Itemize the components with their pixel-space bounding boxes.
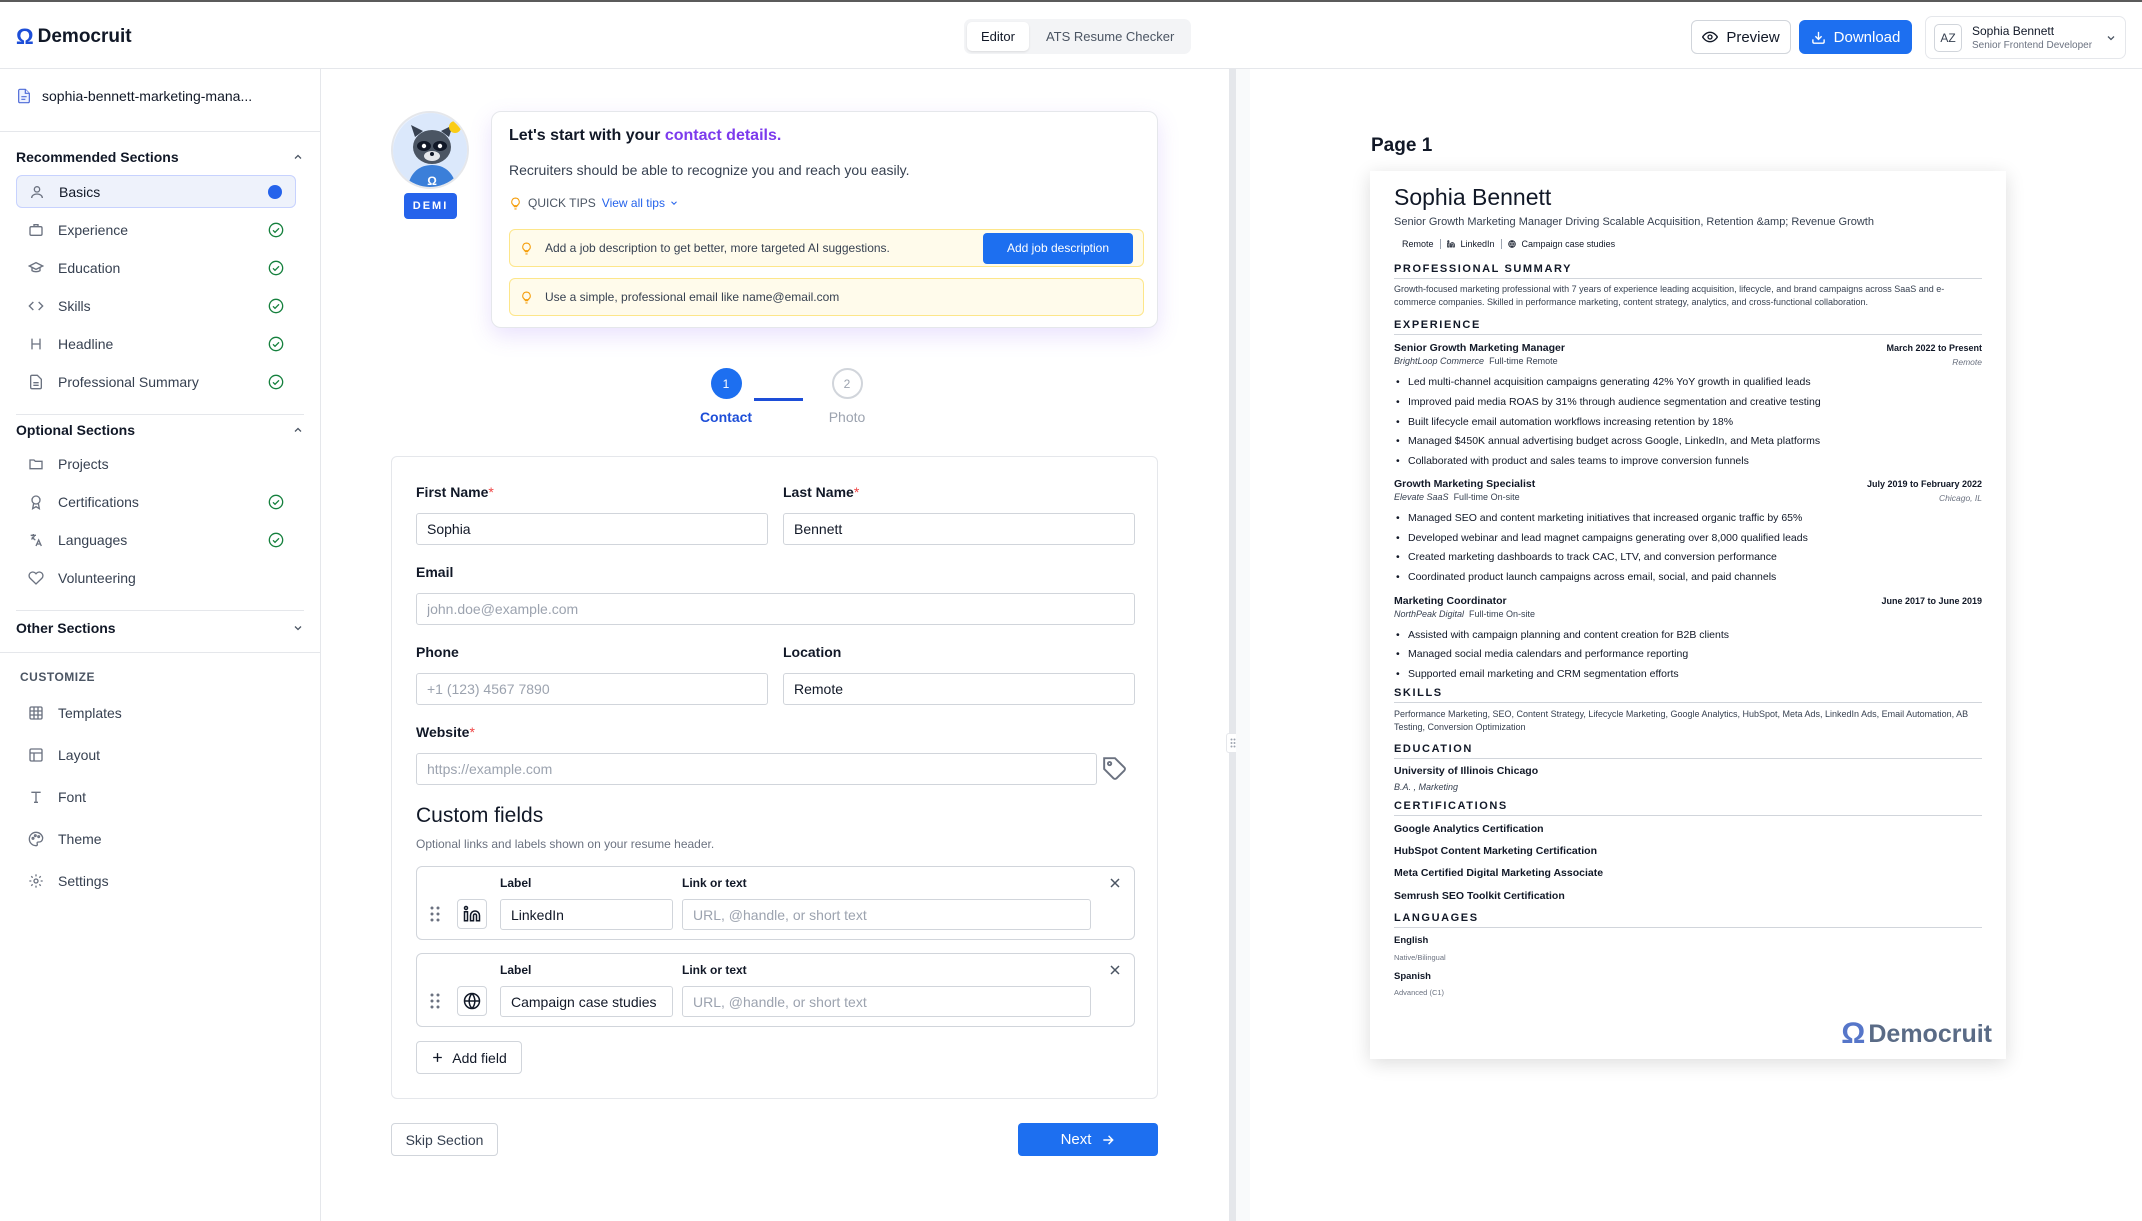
chevron-down-icon [292, 622, 304, 634]
resume-job-dates: July 2019 to February 2022 [1866, 479, 1982, 489]
skip-section-button[interactable]: Skip Section [391, 1123, 498, 1156]
last-name-label [783, 484, 859, 500]
document-icon [28, 374, 44, 390]
company-name: BrightLoop Commerce [1394, 356, 1485, 366]
code-icon [28, 298, 44, 314]
next-button[interactable] [1018, 1123, 1158, 1156]
briefcase-icon [28, 222, 44, 238]
custom-field-label-input[interactable] [500, 986, 673, 1017]
resume-certification: Semrush SEO Toolkit Certification [1394, 890, 1565, 902]
step-contact[interactable] [691, 368, 761, 425]
resume-language: English [1394, 935, 1429, 946]
tip-text: Use a simple, professional email like name@email.com [545, 290, 840, 304]
svg-text:Ω: Ω [427, 174, 437, 188]
sidebar-item-label: Theme [58, 830, 102, 847]
resume-bullet: • Improved paid media ROAS by 31% through audience segmentation and creative testing [1408, 396, 1821, 408]
divider [16, 414, 304, 415]
step-label: Photo [828, 409, 866, 425]
view-all-tips-label: View all tips [601, 196, 665, 210]
sidebar-item-templates[interactable] [16, 696, 296, 729]
sidebar-item-languages[interactable] [16, 523, 296, 556]
custom-field-value-input[interactable] [682, 986, 1091, 1017]
sidebar-item-label: Headline [58, 335, 114, 352]
resume-certification: Meta Certified Digital Marketing Associate [1394, 867, 1604, 879]
preview-label: Preview [1726, 28, 1780, 46]
resume-language-level: Native/Bilingual [1394, 953, 1446, 962]
sidebar-item-label: Professional Summary [58, 373, 199, 390]
user-menu[interactable] [1925, 16, 2126, 59]
resume-job-company [1394, 356, 1558, 366]
close-icon[interactable] [1107, 875, 1123, 891]
customize-title: CUSTOMIZE [20, 670, 95, 684]
sidebar-item-label: Templates [58, 704, 122, 721]
file-name-row[interactable] [16, 87, 252, 105]
resume-certification: Google Analytics Certification [1394, 823, 1544, 835]
resume-preview-panel [1236, 69, 2142, 1221]
sidebar-item-label: Skills [58, 297, 91, 314]
separator [1440, 239, 1441, 249]
editor-panel [321, 69, 1229, 1221]
optional-sections-title: Optional Sections [16, 422, 136, 438]
divider [0, 652, 321, 653]
omega-logo-icon: Ω [1841, 1017, 1866, 1050]
lightbulb-icon [509, 197, 522, 210]
tip-title-accent: contact details. [664, 127, 782, 144]
tip-row-job-description [509, 229, 1144, 267]
resume-language-level: Advanced (C1) [1394, 988, 1445, 997]
resume-bullet: • Supported email marketing and CRM segmentation efforts [1408, 668, 1679, 680]
resume-contact-website: Campaign case studies [1521, 239, 1616, 249]
resume-section-title: EDUCATION [1394, 743, 1982, 759]
resume-section-title: EXPERIENCE [1394, 319, 1982, 335]
file-name: sophia-bennett-marketing-mana... [42, 88, 253, 104]
drag-handle-icon[interactable] [429, 905, 441, 923]
custom-field-icon-picker[interactable] [457, 986, 487, 1016]
folder-icon [28, 456, 44, 472]
resume-page [1370, 171, 2006, 1059]
resume-job-location: Chicago, IL [1939, 493, 1982, 503]
download-icon [1811, 30, 1826, 45]
resume-bullet: • Coordinated product launch campaigns across email, social, and paid channels [1408, 571, 1776, 583]
sidebar-item-label: Certifications [58, 493, 139, 510]
next-label: Next [1060, 1131, 1092, 1148]
resume-contact-row [1402, 239, 1615, 249]
sidebar-item-certifications[interactable] [16, 485, 296, 518]
check-circle-icon [268, 298, 284, 314]
sidebar-item-experience[interactable] [16, 213, 296, 246]
recommended-sections-header[interactable] [16, 149, 304, 165]
check-circle-icon [268, 494, 284, 510]
check-circle-icon [268, 222, 284, 238]
resume-job-company [1394, 492, 1520, 502]
resume-bullet: • Led multi-channel acquisition campaigns generating 42% YoY growth in qualified leads [1408, 376, 1811, 388]
globe-icon [1508, 240, 1516, 248]
last-name-label-text: Last Name [783, 484, 854, 500]
sidebar-item-label: Layout [58, 746, 101, 763]
add-field-button[interactable] [416, 1041, 522, 1074]
stepper [691, 368, 866, 428]
resume-section-title: CERTIFICATIONS [1394, 800, 1982, 816]
custom-value-header: Link or text [682, 963, 747, 977]
preview-canvas [1250, 69, 2142, 1221]
custom-fields-title: Custom fields [416, 804, 544, 827]
company-name: Elevate SaaS [1394, 492, 1449, 502]
recommended-sections-title: Recommended Sections [16, 149, 179, 165]
panel-resizer[interactable] [1229, 69, 1236, 1221]
sidebar-item-label: Experience [58, 221, 129, 238]
divider [16, 610, 304, 611]
resume-certification: HubSpot Content Marketing Certification [1394, 845, 1597, 857]
lightbulb-icon [520, 242, 533, 255]
tip-title [509, 127, 781, 145]
resume-bullet: • Managed $450K annual advertising budget across Google, LinkedIn, and Meta platforms [1408, 435, 1820, 447]
resume-bullet: • Created marketing dashboards to track CAC, LTV, and conversion performance [1408, 551, 1777, 563]
heading-icon [28, 336, 44, 352]
preview-button[interactable] [1691, 20, 1791, 54]
gear-icon [28, 873, 44, 889]
step-number: 1 [711, 368, 742, 399]
resume-school: University of Illinois Chicago [1394, 765, 1539, 777]
custom-field-row [416, 866, 1135, 940]
linkedin-icon [463, 905, 481, 923]
app-name: Democruit [37, 26, 132, 47]
grid-icon [28, 705, 44, 721]
mascot-name-badge: DEMI [404, 193, 457, 219]
tab-editor[interactable]: Editor [967, 22, 1029, 51]
custom-label-header: Label [500, 963, 532, 977]
separator [1501, 239, 1502, 249]
resume-job-role: Senior Growth Marketing Manager [1394, 342, 1565, 354]
other-sections-header[interactable] [16, 620, 304, 636]
arrow-right-icon [1101, 1133, 1115, 1147]
view-all-tips-link[interactable] [602, 196, 679, 210]
required-marker: * [853, 484, 860, 500]
sidebar [0, 69, 321, 1221]
custom-fields-subtitle: Optional links and labels shown on your resume header. [416, 837, 715, 851]
layout-icon [28, 747, 44, 763]
heart-icon [28, 570, 44, 586]
resume-job-role: Growth Marketing Specialist [1394, 478, 1536, 490]
sidebar-item-headline[interactable] [16, 327, 296, 360]
step-label: Contact [699, 409, 753, 425]
resume-headline: Senior Growth Marketing Manager Driving Scalable Acquisition, Retention &amp; Revenue Growth [1394, 216, 1874, 228]
required-marker: * [488, 484, 494, 500]
sidebar-item-label: Settings [58, 872, 109, 889]
graduation-cap-icon [28, 260, 44, 276]
check-circle-icon [268, 374, 284, 390]
avatar: AZ [1934, 24, 1962, 52]
sidebar-item-settings[interactable] [16, 864, 296, 897]
company-name: NorthPeak Digital [1394, 609, 1465, 619]
tip-title-prefix: Let's start with your [509, 127, 665, 144]
first-name-input[interactable] [416, 513, 768, 545]
sidebar-item-theme[interactable] [16, 822, 296, 855]
lightbulb-icon [520, 291, 533, 304]
resume-bullet: • Collaborated with product and sales teams to improve conversion funnels [1408, 455, 1749, 467]
resume-degree: B.A. , Marketing [1394, 782, 1459, 792]
award-icon [28, 494, 44, 510]
sidebar-item-label: Volunteering [58, 569, 136, 586]
sidebar-item-layout[interactable] [16, 738, 296, 771]
file-icon [16, 87, 32, 105]
required-marker: * [469, 724, 475, 740]
website-label-text: Website [416, 724, 470, 740]
check-circle-icon [268, 336, 284, 352]
resume-summary: Growth-focused marketing professional with 7 years of experience leading acquisition, lifecycle, and brand campaigns across SaaS and e-commerce companies. Skilled in performance marketing, content strategy, analytics, and cross-functional collaboration. [1394, 284, 1945, 307]
download-button[interactable] [1799, 20, 1912, 54]
raccoon-mascot-icon [393, 113, 469, 189]
resume-section-title: PROFESSIONAL SUMMARY [1394, 263, 1982, 279]
active-dot-icon [267, 184, 283, 200]
app-logo[interactable] [16, 24, 132, 50]
mascot-avatar [391, 111, 469, 189]
sidebar-item-professional-summary[interactable] [16, 365, 296, 398]
first-name-label-text: First Name [416, 484, 489, 500]
website-label [416, 724, 475, 740]
sidebar-item-label: Projects [58, 455, 109, 472]
resume-bullet: • Assisted with campaign planning and content creation for B2B clients [1408, 629, 1729, 641]
divider [0, 131, 321, 132]
resume-job-dates: March 2022 to Present [1886, 343, 1982, 353]
resume-language: Spanish [1394, 971, 1431, 982]
custom-field-row [416, 953, 1135, 1027]
top-bar [0, 0, 2142, 69]
other-sections-title: Other Sections [16, 620, 116, 636]
sidebar-item-font[interactable] [16, 780, 296, 813]
plus-icon [431, 1051, 444, 1064]
sidebar-item-skills[interactable] [16, 289, 296, 322]
step-photo[interactable] [812, 368, 882, 425]
resume-job-location: Remote [1952, 357, 1982, 367]
step-number: 2 [832, 368, 863, 399]
email-label: Email [416, 564, 454, 580]
resume-contact-location: Remote [1402, 239, 1434, 249]
first-name-label [416, 484, 494, 500]
user-meta [1972, 24, 2095, 51]
custom-field-label-input[interactable] [500, 899, 673, 930]
chevron-down-icon [2105, 32, 2117, 44]
check-circle-icon [268, 532, 284, 548]
custom-field-value-input[interactable] [682, 899, 1091, 930]
translate-icon [28, 532, 44, 548]
add-job-description-button[interactable]: Add job description [983, 233, 1133, 264]
resume-bullet: • Developed webinar and lead magnet campaigns generating over 8,000 qualified leads [1408, 532, 1808, 544]
user-icon [29, 184, 45, 200]
location-label: Location [783, 644, 842, 660]
job-meta: Full-time On-site [1469, 609, 1536, 619]
tip-subtitle: Recruiters should be able to recognize you and reach you easily. [509, 162, 910, 178]
eye-icon [1702, 29, 1718, 45]
sidebar-item-projects[interactable] [16, 447, 296, 480]
palette-icon [28, 831, 44, 847]
sidebar-item-label: Basics [59, 183, 101, 200]
contact-form [391, 456, 1158, 1099]
custom-field-icon-picker[interactable] [457, 899, 487, 929]
linkedin-icon [1447, 240, 1455, 248]
tab-ats-checker[interactable]: ATS Resume Checker [1045, 29, 1175, 44]
mode-tabs [964, 19, 1191, 54]
sidebar-item-volunteering[interactable] [16, 561, 296, 594]
quick-tips-row [509, 196, 679, 210]
website-input[interactable] [416, 753, 1097, 785]
globe-icon [463, 992, 481, 1010]
phone-label: Phone [416, 644, 459, 660]
custom-value-header: Link or text [682, 876, 747, 890]
sidebar-item-basics[interactable] [16, 175, 296, 208]
page-label: Page 1 [1371, 135, 1433, 156]
optional-sections-header[interactable] [16, 422, 304, 438]
check-circle-icon [268, 260, 284, 276]
custom-label-header: Label [500, 876, 532, 890]
location-input[interactable] [783, 673, 1135, 705]
download-label: Download [1833, 28, 1901, 46]
email-input[interactable] [416, 593, 1135, 625]
phone-input[interactable] [416, 673, 768, 705]
sidebar-item-label: Languages [58, 531, 128, 548]
resume-watermark [1841, 1017, 1992, 1051]
resume-job-company [1394, 609, 1535, 619]
tip-text: Add a job description to get better, more targeted AI suggestions. [545, 241, 890, 255]
font-icon [28, 789, 44, 805]
assistant-tip-card [491, 111, 1158, 328]
job-meta: Full-time On-site [1453, 492, 1520, 502]
tag-icon[interactable] [1102, 756, 1128, 782]
resume-bullet: • Built lifecycle email automation workflows increasing retention by 18% [1408, 416, 1733, 428]
resume-skills: Performance Marketing, SEO, Content Strategy, Lifecycle Marketing, Google Analytics, HubSpot, Meta Ads, LinkedIn Ads, Email Automation, AB Testing, Conversion Optimization [1394, 709, 1969, 732]
grip-dots-icon [1230, 738, 1236, 748]
user-name: Sophia Bennett [1972, 24, 2055, 38]
resume-job-role: Marketing Coordinator [1394, 595, 1507, 607]
resume-section-title: SKILLS [1394, 687, 1982, 703]
sidebar-item-label: Education [58, 259, 121, 276]
drag-handle-icon[interactable] [429, 992, 441, 1010]
resume-job-dates: June 2017 to June 2019 [1881, 596, 1982, 606]
sidebar-item-label: Font [58, 788, 87, 805]
last-name-input[interactable] [783, 513, 1135, 545]
chevron-down-icon [669, 198, 679, 208]
resume-name: Sophia Bennett [1394, 184, 1552, 210]
omega-logo-icon: Ω [16, 24, 34, 49]
chevron-up-icon [292, 424, 304, 436]
tip-row-email [509, 278, 1144, 316]
user-role: Senior Frontend Developer [1972, 40, 2093, 51]
close-icon[interactable] [1107, 962, 1123, 978]
resume-section-title: LANGUAGES [1394, 912, 1982, 928]
resume-contact-linkedin: LinkedIn [1460, 239, 1495, 249]
watermark-text: Democruit [1868, 1019, 1992, 1048]
job-meta: Full-time Remote [1489, 356, 1558, 366]
step-connector [754, 398, 803, 401]
quick-tips-label: QUICK TIPS [528, 196, 596, 210]
sidebar-item-education[interactable] [16, 251, 296, 284]
chevron-up-icon [292, 151, 304, 163]
add-field-label: Add field [452, 1049, 507, 1066]
resume-bullet: • Managed social media calendars and performance reporting [1408, 648, 1688, 660]
resume-bullet: • Managed SEO and content marketing initiatives that increased organic traffic by 65% [1408, 512, 1802, 524]
